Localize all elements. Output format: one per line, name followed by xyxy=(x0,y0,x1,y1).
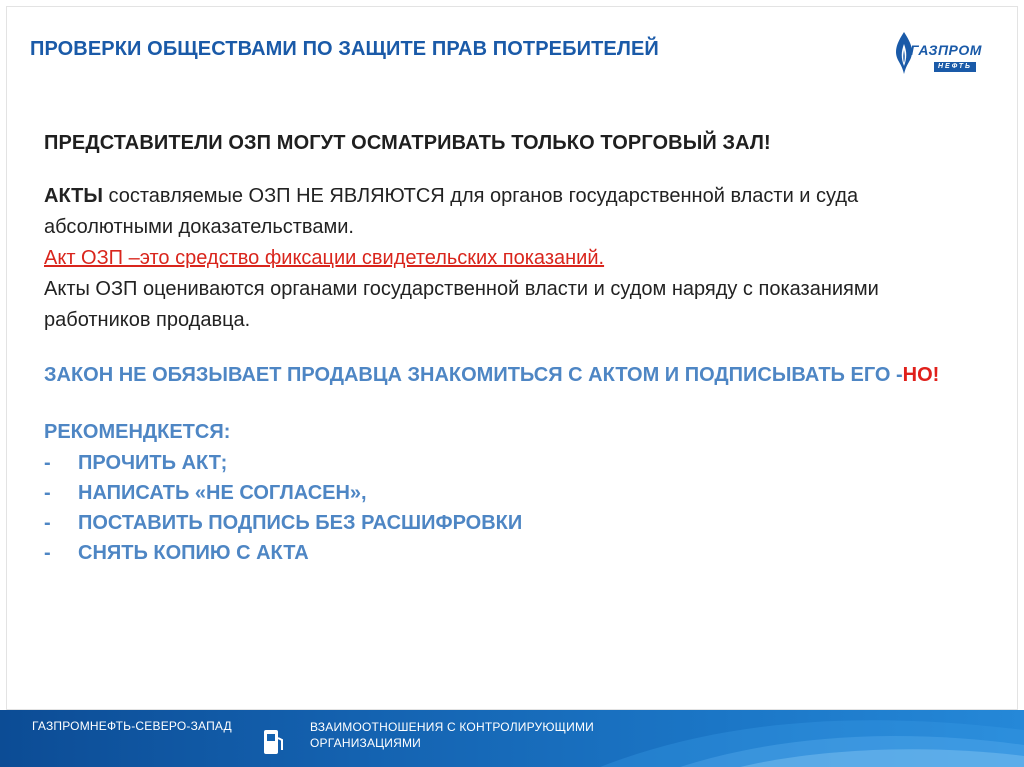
logo-text: ГАЗПРОМ xyxy=(910,42,982,58)
acts-text: составляемые ОЗП НЕ ЯВЛЯЮТСЯ для органов государственной власти и суда абсолютными доказательствами. xyxy=(44,185,859,238)
footer-topic: ВЗАИМООТНОШЕНИЯ С КОНТРОЛИРУЮЩИМИ ОРГАНИЗАЦИЯМИ xyxy=(310,720,594,750)
fuel-pump-icon xyxy=(262,728,284,756)
gazprom-neft-logo xyxy=(892,30,992,80)
slide-body xyxy=(44,128,984,568)
law-no-text: НО! xyxy=(902,364,940,386)
list-item: - НАПИСАТЬ «НЕ СОГЛАСЕН», xyxy=(44,482,367,504)
list-item: - СНЯТЬ КОПИЮ С АКТА xyxy=(44,542,309,564)
recommend-list xyxy=(44,448,984,568)
list-item: - ПРОЧИТЬ АКТ; xyxy=(44,452,228,474)
acts-paragraph xyxy=(44,181,984,243)
red-note xyxy=(44,243,984,274)
acts-bold-label: АКТЫ xyxy=(44,185,103,207)
red-note-text: Акт ОЗП –это средство фиксации свидетельских показаний. xyxy=(44,247,605,269)
logo-subtext: НЕФТЬ xyxy=(934,62,976,72)
footer-company: ГАЗПРОМНЕФТЬ-СЕВЕРО-ЗАПАД xyxy=(32,719,232,733)
acts-evaluated-text: Акты ОЗП оцениваются органами государственной власти и судом наряду с показаниями работников продавца. xyxy=(44,278,879,331)
footer-bar xyxy=(0,710,1024,767)
main-heading: ПРЕДСТАВИТЕЛИ ОЗП МОГУТ ОСМАТРИВАТЬ ТОЛЬКО ТОРГОВЫЙ ЗАЛ! xyxy=(44,132,771,154)
list-item: - ПОСТАВИТЬ ПОДПИСЬ БЕЗ РАСШИФРОВКИ xyxy=(44,512,523,534)
slide-title: ПРОВЕРКИ ОБЩЕСТВАМИ ПО ЗАЩИТЕ ПРАВ ПОТРЕБИТЕЛЕЙ xyxy=(30,38,659,60)
law-text: ЗАКОН НЕ ОБЯЗЫВАЕТ ПРОДАВЦА ЗНАКОМИТЬСЯ С АКТОМ И ПОДПИСЫВАТЬ ЕГО - xyxy=(44,364,903,386)
recommend-heading: РЕКОМЕНДКЕТСЯ: xyxy=(44,421,231,443)
law-paragraph xyxy=(44,360,984,391)
